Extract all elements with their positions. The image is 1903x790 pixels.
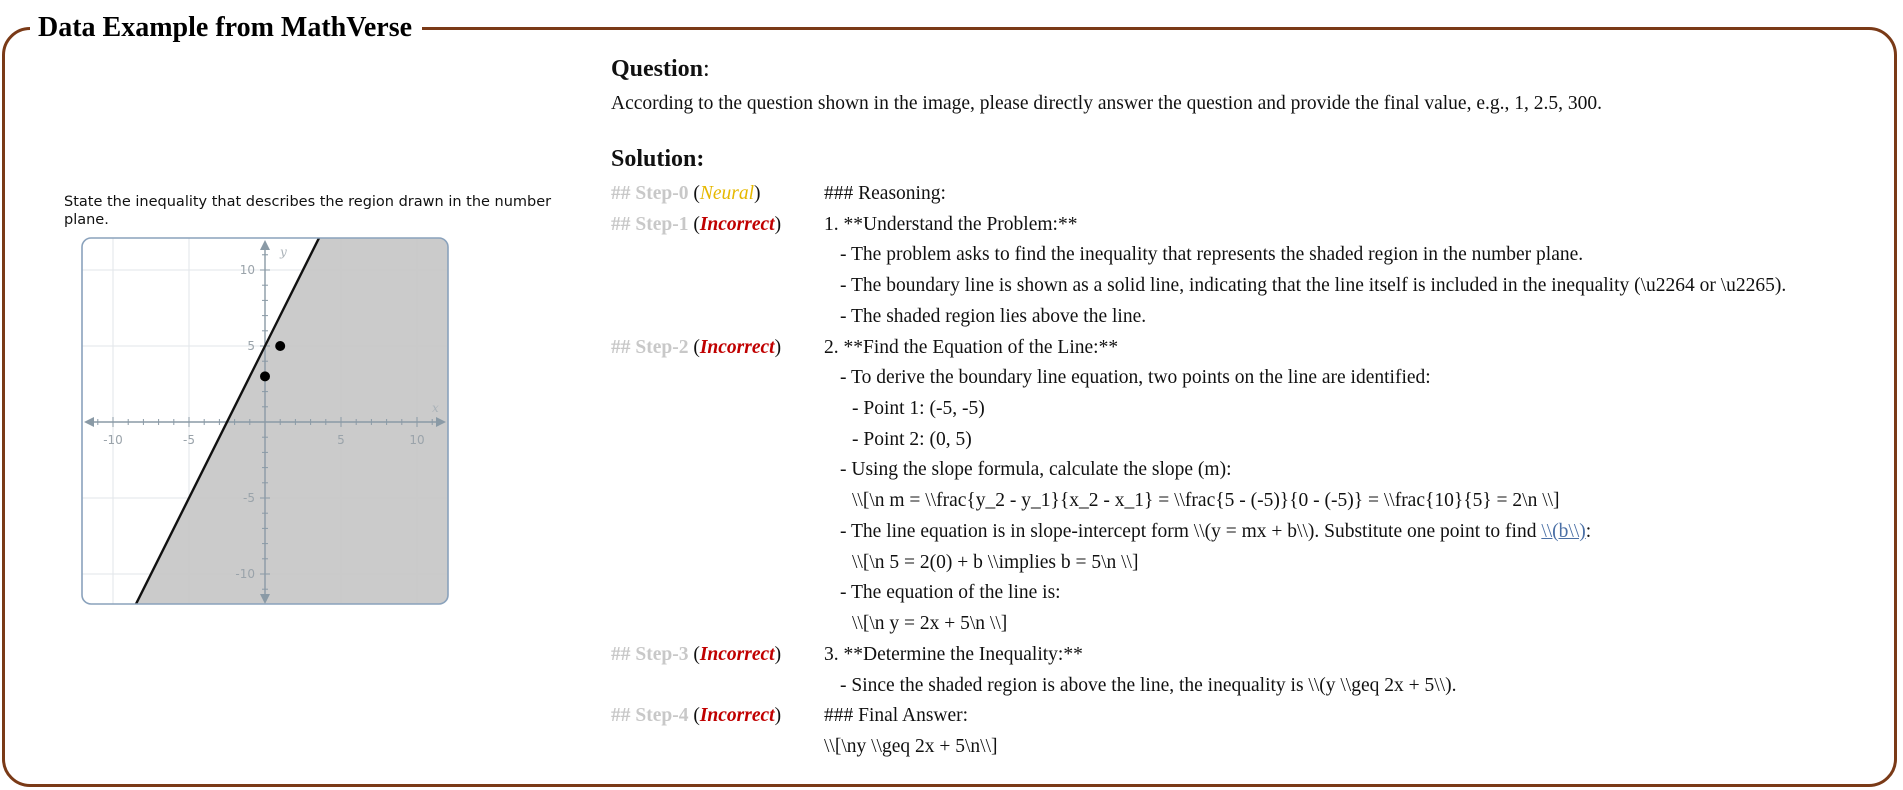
solution-text bbox=[852, 613, 1007, 635]
y-tick-label: 10 bbox=[239, 263, 255, 277]
solution-line bbox=[611, 459, 1891, 489]
y-axis-label: y bbox=[280, 245, 287, 259]
question-text: According to the question shown in the image, please directly answer the question and provide the final value, e.g., 1, 2.5, 300. bbox=[611, 93, 1602, 114]
solution-text-after: : bbox=[1585, 520, 1592, 542]
solution-text bbox=[852, 552, 1138, 574]
solution-text bbox=[824, 337, 1118, 359]
solution-text bbox=[840, 367, 1431, 389]
solution-text-main: - The line equation is in slope-intercept form \\(y = mx + b\\). Substitute one point to find bbox=[840, 520, 1542, 542]
question-colon: : bbox=[703, 56, 710, 82]
solution-text bbox=[840, 582, 1061, 604]
frame-title: Data Example from MathVerse bbox=[30, 8, 422, 48]
image-question-text: State the inequality that describes the region drawn in the number plane. bbox=[64, 194, 552, 228]
solution-line bbox=[611, 582, 1891, 612]
solution-text bbox=[852, 429, 972, 451]
solution-text-main: \\[\n y = 2x + 5\n \\] bbox=[852, 613, 1008, 635]
solution-text bbox=[852, 398, 985, 420]
solution-text-main: - Point 2: (0, 5) bbox=[852, 428, 972, 450]
solution-heading: Solution: bbox=[611, 146, 705, 172]
solution-line bbox=[611, 275, 1891, 305]
step-paren-close: ) bbox=[774, 705, 782, 727]
solution-step-line bbox=[611, 644, 1891, 674]
line-point bbox=[260, 371, 270, 381]
solution-step-line bbox=[611, 214, 1891, 244]
step-number: ## Step-2 bbox=[611, 336, 689, 358]
number-plane-graph bbox=[80, 236, 452, 608]
solution-text bbox=[824, 214, 1077, 236]
step-number: ## Step-1 bbox=[611, 213, 689, 235]
step-number: ## Step-4 bbox=[611, 705, 689, 727]
solution-text-main: ### Final Answer: bbox=[824, 705, 969, 727]
solution-line bbox=[611, 736, 1891, 766]
solution-text bbox=[840, 275, 1786, 297]
step-paren-open: ( bbox=[688, 183, 700, 204]
x-tick-label: 10 bbox=[409, 433, 425, 447]
solution-text bbox=[824, 736, 997, 758]
solution-line bbox=[611, 429, 1891, 459]
solution-text-main: - The equation of the line is: bbox=[840, 582, 1061, 604]
solution-text-main: \\[\n m = \\frac{y_2 - y_1}{x_2 - x_1} = \\frac{5 - (-5)}{0 - (-5)} = \\frac{10}{5} = 2\n \\] bbox=[852, 490, 1560, 512]
step-tag bbox=[611, 214, 781, 236]
step-paren-close: ) bbox=[774, 213, 782, 235]
step-tag bbox=[611, 644, 781, 666]
step-status: Incorrect bbox=[699, 705, 775, 727]
solution-text-main: \\[\n 5 = 2(0) + b \\implies b = 5\n \\] bbox=[852, 551, 1139, 573]
x-tick-label: -10 bbox=[103, 433, 123, 447]
step-tag bbox=[611, 337, 781, 359]
solution-line bbox=[611, 675, 1891, 705]
solution-text bbox=[824, 644, 1083, 666]
step-paren-close: ) bbox=[774, 336, 782, 358]
solution-text-main: - To derive the boundary line equation, two points on the line are identified: bbox=[840, 367, 1431, 389]
solution-text bbox=[840, 244, 1583, 266]
solution-line bbox=[611, 521, 1891, 551]
solution-text-main: - The shaded region lies above the line. bbox=[840, 305, 1147, 327]
solution-step-line bbox=[611, 183, 1891, 213]
solution-text bbox=[852, 490, 1560, 512]
solution-text-main: 1. **Understand the Problem:** bbox=[824, 213, 1078, 235]
step-paren-close: ) bbox=[774, 643, 782, 665]
solution-line bbox=[611, 613, 1891, 643]
solution-text-main: - The problem asks to find the inequality that represents the shaded region in the number plane. bbox=[840, 244, 1584, 266]
solution-text bbox=[840, 306, 1146, 328]
y-tick-label: -5 bbox=[243, 491, 255, 505]
solution-text bbox=[824, 705, 968, 727]
solution-text-main: ### Reasoning: bbox=[824, 183, 946, 204]
solution-text-main: - Point 1: (-5, -5) bbox=[852, 398, 985, 420]
solution-line bbox=[611, 552, 1891, 582]
step-number: ## Step-3 bbox=[611, 643, 689, 665]
line-point bbox=[275, 341, 285, 351]
solution-line bbox=[611, 244, 1891, 274]
step-status: Neural bbox=[699, 183, 755, 204]
solution-line bbox=[611, 398, 1891, 428]
solution-text bbox=[840, 675, 1456, 697]
solution-line bbox=[611, 306, 1891, 336]
y-tick-label: 5 bbox=[247, 339, 255, 353]
solution-text-main: - The boundary line is shown as a solid line, indicating that the line itself is included in the inequality (\u2264 or \u2265). bbox=[840, 275, 1787, 297]
step-tag bbox=[611, 183, 761, 205]
question-heading bbox=[611, 56, 710, 83]
step-status: Incorrect bbox=[699, 643, 775, 665]
solution-line bbox=[611, 367, 1891, 397]
step-paren-open: ( bbox=[688, 336, 700, 358]
question-label: Question bbox=[611, 56, 704, 82]
math-link[interactable]: \\(b\\) bbox=[1541, 520, 1586, 542]
solution-text bbox=[840, 521, 1591, 543]
solution-text bbox=[824, 183, 946, 205]
step-number: ## Step-0 bbox=[611, 183, 689, 204]
step-paren-close: ) bbox=[754, 183, 761, 204]
solution-text-main: - Since the shaded region is above the line, the inequality is \\(y \\geq 2x + 5\\). bbox=[840, 674, 1457, 696]
y-tick-label: -10 bbox=[235, 567, 255, 581]
step-tag bbox=[611, 705, 781, 727]
solution-line bbox=[611, 490, 1891, 520]
step-status: Incorrect bbox=[699, 213, 775, 235]
x-tick-label: -5 bbox=[183, 433, 195, 447]
solution-text-main: 3. **Determine the Inequality:** bbox=[824, 643, 1083, 665]
solution-text-main: 2. **Find the Equation of the Line:** bbox=[824, 336, 1119, 358]
step-paren-open: ( bbox=[688, 643, 700, 665]
solution-step-line bbox=[611, 705, 1891, 735]
step-status: Incorrect bbox=[699, 336, 775, 358]
solution-text-main: \\[\ny \\geq 2x + 5\n\\] bbox=[824, 735, 998, 757]
step-paren-open: ( bbox=[688, 213, 700, 235]
solution-text-main: - Using the slope formula, calculate the slope (m): bbox=[840, 459, 1232, 481]
solution-text bbox=[840, 459, 1232, 481]
x-axis-label: x bbox=[432, 401, 439, 415]
x-tick-label: 5 bbox=[337, 433, 345, 447]
solution-step-line bbox=[611, 337, 1891, 367]
step-paren-open: ( bbox=[688, 705, 700, 727]
